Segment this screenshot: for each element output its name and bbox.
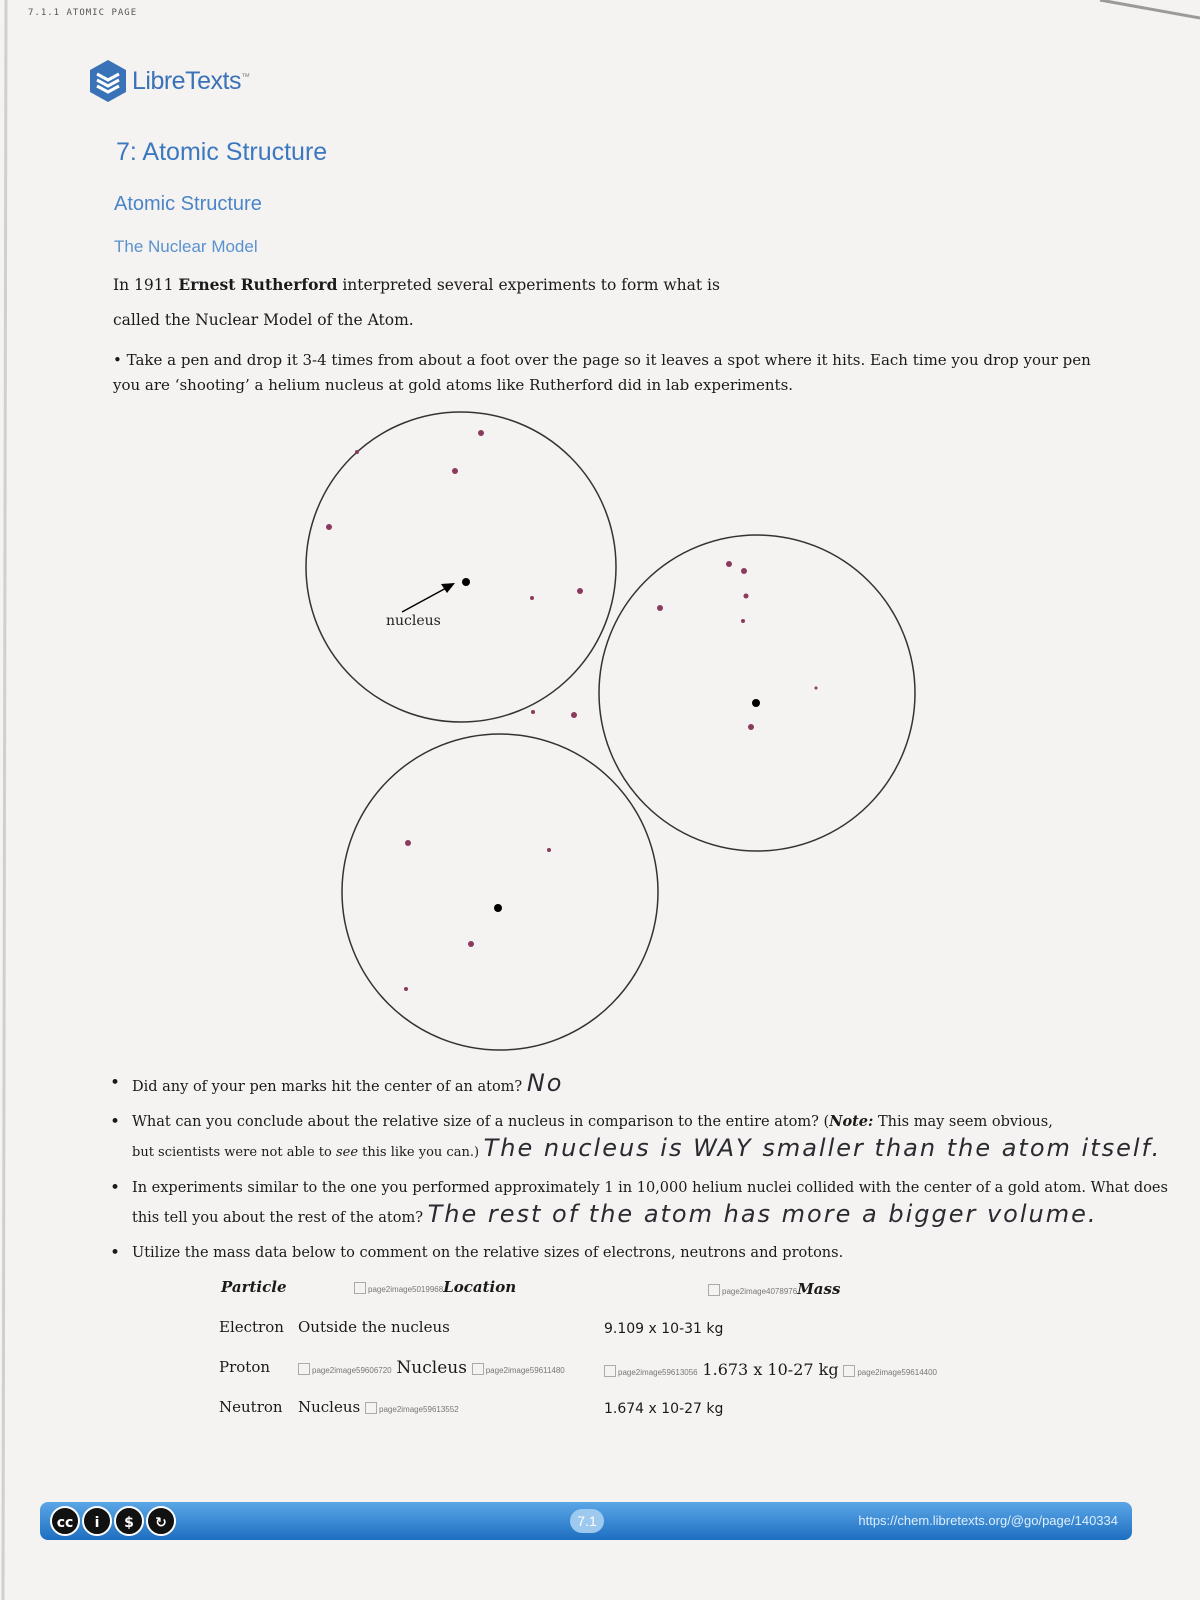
rutherford-name: Ernest Rutherford (178, 275, 338, 294)
pen-mark (355, 450, 359, 454)
pen-mark (748, 724, 754, 730)
question-4: • Utilize the mass data below to comment on the relative sizes of electrons, neutrons and protons. (108, 1240, 1168, 1266)
pen-mark (726, 561, 732, 567)
pen-mark (577, 588, 583, 594)
pen-mark (741, 568, 747, 574)
atom-circle-3 (342, 734, 658, 1050)
pen-mark (326, 524, 332, 530)
pen-mark (741, 619, 745, 623)
table-cell-mass: 9.109 x 10-31 kg (604, 1321, 724, 1337)
handwritten-answer-2: The nucleus is WAY smaller than the atom itself. (483, 1134, 1162, 1162)
logo-tm: ™ (240, 71, 250, 82)
cc-license-badge[interactable] (50, 1506, 176, 1536)
atom-circle-1 (306, 412, 616, 722)
cc-icon: cc (50, 1506, 80, 1536)
table-cell-location: Outside the nucleus (298, 1318, 450, 1336)
question-2: • What can you conclude about the relative size of a nucleus in comparison to the entire atom? (Note: This may seem obvious, but scientists were not able to see this like you can.) The nucleus is WAY smaller than the atom itself. (108, 1109, 1168, 1166)
scan-header-mark: 7.1.1 ATOMIC PAGE (28, 8, 138, 18)
sa-icon: ↻ (146, 1506, 176, 1536)
table-header-location: page2image5019968Location (354, 1278, 516, 1296)
pen-mark (531, 710, 535, 714)
handwritten-answer-1: No (526, 1069, 564, 1097)
table-cell-location: Nucleus page2image59613552 (298, 1398, 459, 1416)
nucleus-dot-1 (462, 578, 470, 586)
pen-mark (468, 941, 474, 947)
question-list (108, 1070, 1168, 1275)
pen-mark (571, 712, 577, 718)
table-cell-particle: Proton (219, 1358, 271, 1376)
pen-mark (744, 594, 749, 599)
section-title: Atomic Structure (114, 193, 262, 215)
page-url-link[interactable]: https://chem.libretexts.org/@go/page/140334 (858, 1513, 1118, 1528)
intro-line-2: called the Nuclear Model of the Atom. (113, 311, 414, 329)
subsection-title: The Nuclear Model (114, 237, 258, 256)
nucleus-dot-3 (494, 904, 502, 912)
pen-mark (530, 596, 534, 600)
table-cell-particle: Neutron (219, 1398, 283, 1416)
nc-icon: $ (114, 1506, 144, 1536)
nucleus-label: nucleus (386, 613, 441, 629)
instruction-paragraph: • Take a pen and drop it 3-4 times from about a foot over the page so it leaves a spot where it hits. Each time you drop your pen you are ‘shooting’ a helium nucleus at gold atoms like Rutherford did in lab experiments. (113, 351, 1091, 394)
table-header-mass: page2image4078976Mass (708, 1280, 840, 1298)
page-number: 7.1 (570, 1509, 604, 1533)
pen-mark (657, 605, 663, 611)
logo-text: LibreTexts (132, 66, 241, 95)
intro-line-1: In 1911 Ernest Rutherford interpreted several experiments to form what is (113, 275, 720, 294)
table-cell-location: page2image59606720 Nucleus page2image59611480 (298, 1358, 565, 1378)
atom-diagram (0, 400, 1200, 1080)
atom-circle-2 (599, 535, 915, 851)
pen-mark (404, 987, 408, 991)
pen-mark (452, 468, 458, 474)
table-cell-mass: 1.674 x 10-27 kg (604, 1401, 724, 1417)
pen-mark (478, 430, 484, 436)
nucleus-arrow (402, 587, 448, 612)
table-header-particle: Particle (221, 1278, 287, 1296)
pen-mark (405, 840, 411, 846)
pen-mark (547, 848, 551, 852)
handwritten-answer-3: The rest of the atom has more a bigger volume. (427, 1200, 1098, 1228)
by-icon: i (82, 1506, 112, 1536)
page-footer (40, 1502, 1132, 1540)
nucleus-arrow-head (441, 583, 455, 593)
table-cell-particle: Electron (219, 1318, 284, 1336)
nucleus-dot-2 (752, 699, 760, 707)
chapter-title: 7: Atomic Structure (116, 138, 328, 166)
libretexts-logo-icon (88, 58, 128, 104)
question-3: • In experiments similar to the one you performed approximately 1 in 10,000 helium nuclei collided with the center of a gold atom. What does this tell you about the rest of the atom? The rest of the atom has more a bigger volume. (108, 1175, 1168, 1231)
pen-mark (815, 687, 818, 690)
libretexts-logo[interactable] (88, 58, 249, 104)
question-1: • Did any of your pen marks hit the center of an atom? No (108, 1070, 1168, 1100)
table-cell-mass: page2image59613056 1.673 x 10-27 kg page2image59614400 (604, 1360, 937, 1379)
